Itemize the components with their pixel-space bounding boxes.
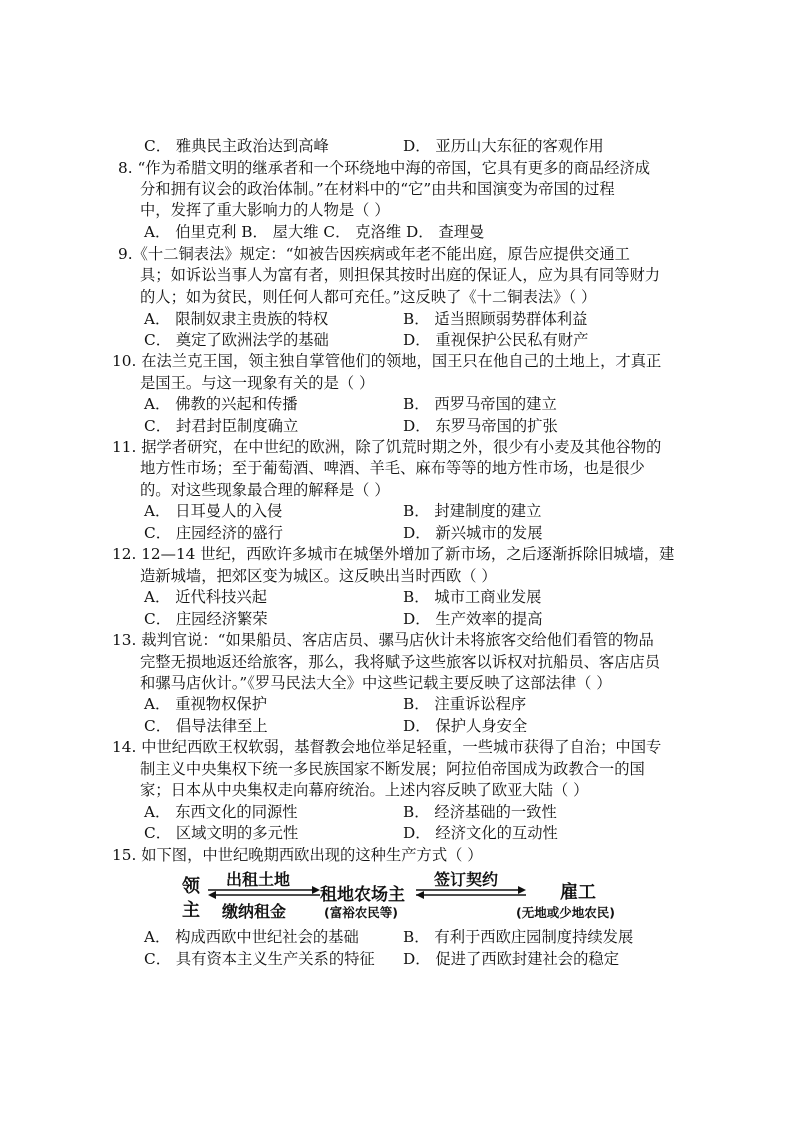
pay-rent-label: 缴纳租金 xyxy=(222,902,287,921)
q9-option-d: D． 重视保护公民私有财产 xyxy=(403,331,589,349)
rent-out-label: 出租土地 xyxy=(226,870,291,889)
q11-stem-line1: 11. 据学者研究，在中世纪的欧洲，除了饥荒时期之外，很少有小麦及其他谷物的 xyxy=(112,438,662,456)
q12-option-a: A． 近代科技兴起 xyxy=(144,588,267,606)
lord-label-top: 领 xyxy=(182,876,200,897)
q13-stem-line3: 和骡马店伙计。”《罗马民法大全》中这些记载主要反映了这部法律（ ） xyxy=(140,674,612,692)
tenant-farmer-label: 租地农场主 xyxy=(320,885,405,905)
pay-rent-arrowhead xyxy=(208,891,216,899)
q15-option-d: D． 促进了西欧封建社会的稳定 xyxy=(403,950,619,968)
q12-option-c: C． 庄园经济繁荣 xyxy=(144,610,268,628)
q11-option-d: D． 新兴城市的发展 xyxy=(403,524,543,542)
rent-out-arrowhead xyxy=(312,886,320,894)
q9-stem-line1: 9.《十二铜表法》规定：“如被告因疾病或年老不能出庭，原告应提供交通工 xyxy=(118,245,630,263)
q14-stem-line1: 14. 中世纪西欧王权软弱，基督教会地位举足轻重，一些城市获得了自治；中国专 xyxy=(112,738,662,756)
q13-option-c: C． 倡导法律至上 xyxy=(144,717,268,735)
q12-stem-line1: 12. 12—14 世纪，西欧许多城市在城堡外增加了新市场，之后逐渐拆除旧城墙，建 xyxy=(112,545,675,563)
q13-option-d: D． 保护人身安全 xyxy=(403,717,528,735)
q10-stem-line1: 10. 在法兰克王国，领主独自掌管他们的领地，国王只在他自己的土地上，才真正 xyxy=(112,352,662,370)
q10-option-d: D． 东罗马帝国的扩张 xyxy=(403,417,558,435)
q12-stem-line2: 造新城墙，把郊区变为城区。这反映出当时西欧（ ） xyxy=(140,567,497,585)
q10-option-a: A． 佛教的兴起和传播 xyxy=(144,395,298,413)
q9-stem-line3: 的人；如为贫民，则任何人都可充任。”这反映了《十二铜表法》（ ） xyxy=(140,288,597,306)
q13-stem-line1: 13. 裁判官说：“如果船员、客店店员、骡马店伙计未将旅客交给他们看管的物品 xyxy=(112,631,654,649)
q8-stem-line2: 分和拥有议会的政治体制。”在材料中的“它”由共和国演变为帝国的过程 xyxy=(140,180,615,198)
q14-option-c: C． 区域文明的多元性 xyxy=(144,824,299,842)
q13-option-b: B． 注重诉讼程序 xyxy=(403,695,527,713)
q15-option-a: A． 构成西欧中世纪社会的基础 xyxy=(144,928,359,946)
contract-label: 签订契约 xyxy=(434,870,499,889)
q8-stem-line3: 中，发挥了重大影响力的人物是（ ） xyxy=(140,201,390,219)
contract-arrowhead-left xyxy=(416,891,424,899)
production-relations-diagram xyxy=(180,866,640,922)
q9-stem-line2: 具；如诉讼当事人为富有者，则担保其按时出庭的保证人，应为具有同等财力 xyxy=(140,266,661,284)
q14-option-a: A． 东西文化的同源性 xyxy=(144,803,298,821)
q13-option-a: A． 重视物权保护 xyxy=(144,695,267,713)
q11-option-c: C． 庄园经济的盛行 xyxy=(144,524,283,542)
laborer-label: 雇工 xyxy=(560,882,596,903)
q7-option-c: C． 雅典民主政治达到高峰 xyxy=(144,137,329,155)
q14-stem-line2: 制主义中央集权下统一多民族国家不断发展；阿拉伯帝国成为政教合一的国 xyxy=(140,760,645,778)
q7-option-d: D． 亚历山大东征的客观作用 xyxy=(403,137,604,155)
q11-option-b: B． 封建制度的建立 xyxy=(403,502,542,520)
q9-option-c: C． 奠定了欧洲法学的基础 xyxy=(144,331,329,349)
q10-option-b: B． 西罗马帝国的建立 xyxy=(403,395,557,413)
q8-stem-line1: 8. “作为希腊文明的继承者和一个环绕地中海的帝国，它具有更多的商品经济成 xyxy=(118,159,651,177)
contract-arrowhead-right xyxy=(518,886,526,894)
q11-stem-line3: 的。对这些现象最合理的解释是（ ） xyxy=(140,481,390,499)
q15-option-c: C． 具有资本主义生产关系的特征 xyxy=(144,950,375,968)
q9-option-b: B． 适当照顾弱势群体利益 xyxy=(403,310,588,328)
tenant-farmer-note: (富裕农民等) xyxy=(324,905,398,920)
q15-option-b: B． 有利于西欧庄园制度持续发展 xyxy=(403,928,634,946)
q10-option-c: C． 封君封臣制度确立 xyxy=(144,417,299,435)
q12-option-d: D． 生产效率的提高 xyxy=(403,610,543,628)
q11-stem-line2: 地方性市场；至于葡萄酒、啤酒、羊毛、麻布等等的地方性市场，也是很少 xyxy=(140,459,645,477)
q14-stem-line3: 家；日本从中央集权走向幕府统治。上述内容反映了欧亚大陆（ ） xyxy=(140,781,589,799)
q15-stem-line1: 15. 如下图，中世纪晚期西欧出现的这种生产方式（ ） xyxy=(112,846,483,864)
q8-options: A． 伯里克利 B． 屋大维 C． 克洛维 D． 查理曼 xyxy=(144,223,485,241)
q14-option-d: D． 经济文化的互动性 xyxy=(403,824,558,842)
q14-option-b: B． 经济基础的一致性 xyxy=(403,803,557,821)
q10-stem-line2: 是国王。与这一现象有关的是（ ） xyxy=(140,374,375,392)
q11-option-a: A． 日耳曼人的入侵 xyxy=(144,502,283,520)
lord-label-bottom: 主 xyxy=(182,900,200,921)
q9-option-a: A． 限制奴隶主贵族的特权 xyxy=(144,310,329,328)
laborer-note: (无地或少地农民) xyxy=(516,905,615,920)
q12-option-b: B． 城市工商业发展 xyxy=(403,588,542,606)
q13-stem-line2: 完整无损地返还给旅客，那么，我将赋予这些旅客以诉权对抗船员、客店店员 xyxy=(140,653,661,671)
